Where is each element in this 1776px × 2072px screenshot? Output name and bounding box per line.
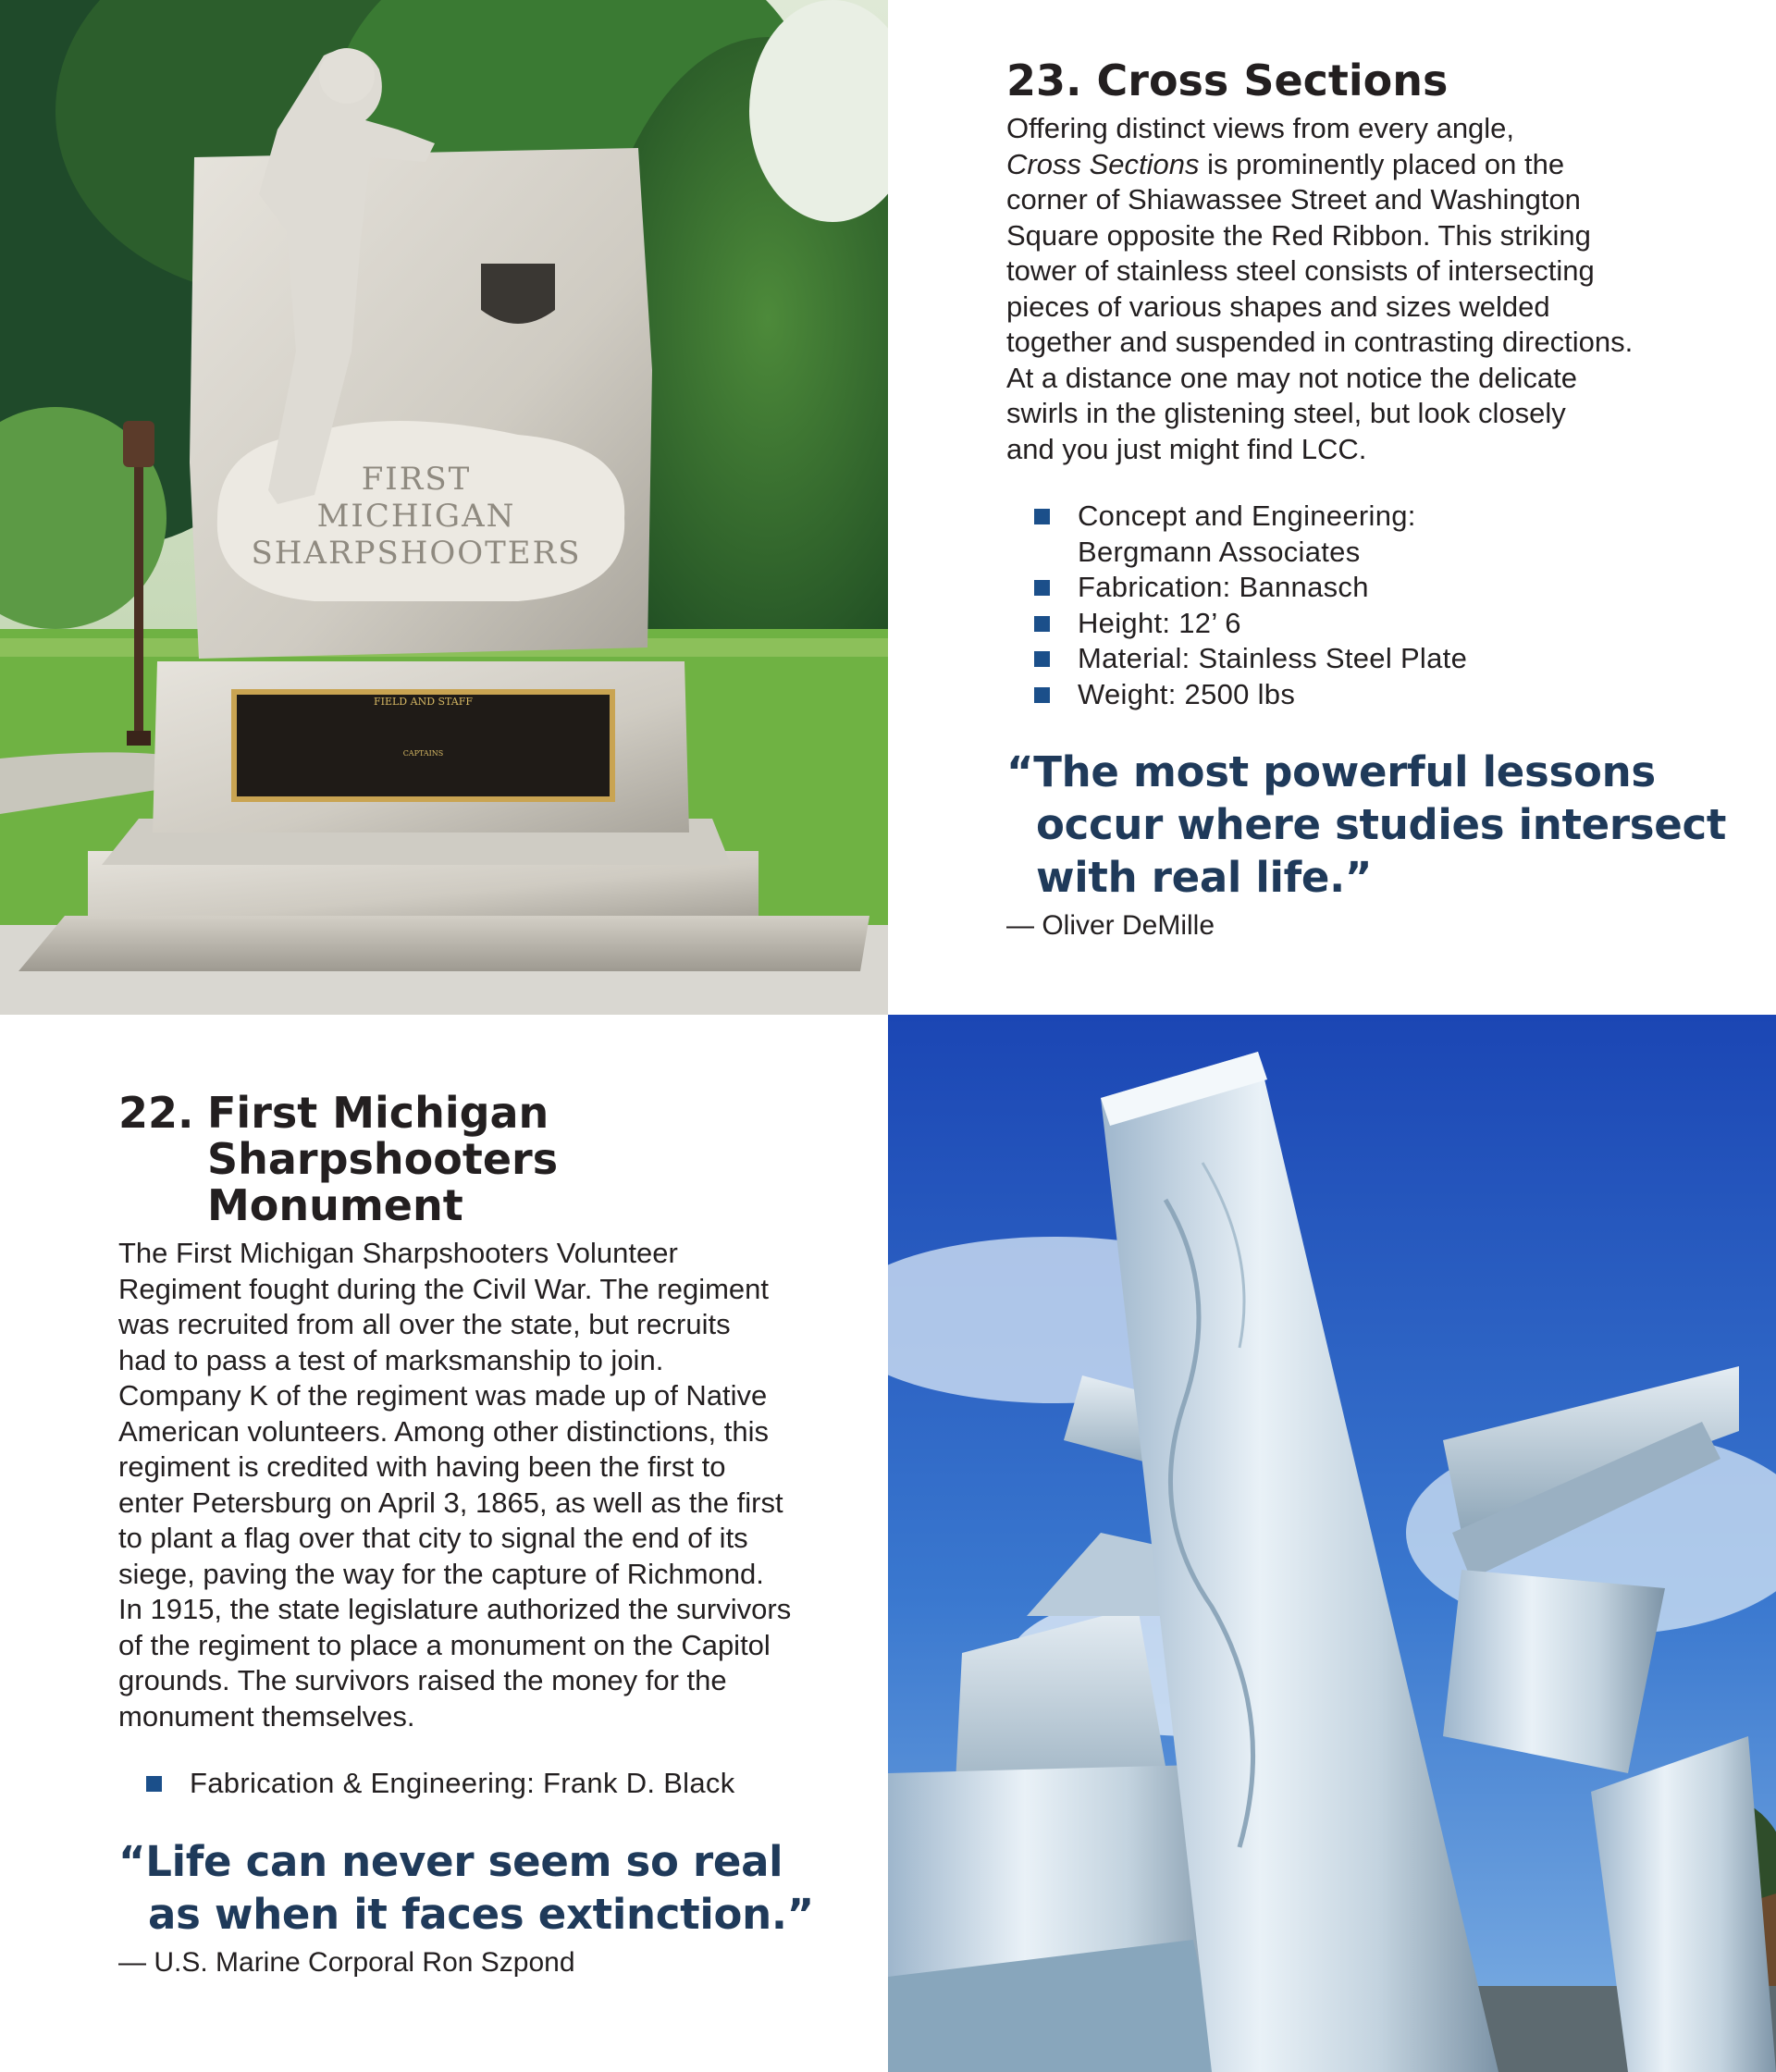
body-line: At a distance one may not notice the delicate	[1006, 361, 1577, 394]
list-item-text: Fabrication & Engineering: Frank D. Black	[190, 1767, 735, 1799]
pull-quote	[118, 1835, 840, 1941]
quote-line: with real life.”	[1036, 853, 1373, 902]
body-line: was recruited from all over the state, but recruits	[118, 1308, 731, 1340]
list-item-text: Weight: 2500 lbs	[1078, 677, 1296, 710]
section-number: 22.	[118, 1088, 194, 1138]
inscription-line: FIRST	[361, 461, 472, 498]
body-line: of the regiment to place a monument on the Capitol	[118, 1628, 771, 1661]
list-item	[1034, 641, 1746, 677]
body-line: American volunteers. Among other distinctions, this	[118, 1414, 770, 1448]
body-line: siege, paving the way for the capture of Richmond.	[118, 1557, 764, 1590]
body-line: Company K of the regiment was made up of Native	[118, 1379, 768, 1412]
bullet-square-icon	[1034, 687, 1050, 703]
body-line: swirls in the glistening steel, but look closely	[1006, 397, 1566, 429]
quote-attribution: — U.S. Marine Corporal Ron Szpond	[118, 1946, 575, 1978]
body-line: corner of Shiawassee Street and Washington	[1006, 183, 1581, 216]
list-item	[1034, 606, 1746, 642]
body-line: tower of stainless steel consists of intersecting	[1006, 254, 1595, 287]
cross-sections-photo	[888, 1015, 1776, 2072]
body-line: grounds. The survivors raised the money for the	[118, 1664, 727, 1696]
quote-line: occur where studies intersect	[1036, 800, 1727, 849]
body-line: Square opposite the Red Ribbon. This striking	[1006, 218, 1591, 252]
body-line: is prominently placed on the	[1199, 147, 1565, 180]
facts-list	[118, 1766, 840, 1802]
title-line: Sharpshooters	[207, 1134, 559, 1184]
bullet-square-icon	[1034, 580, 1050, 596]
list-item	[146, 1766, 840, 1802]
section-heading	[118, 1090, 840, 1228]
body-line: Offering distinct views from every angle,	[1006, 112, 1515, 144]
body-line: had to pass a test of marksmanship to join.	[118, 1343, 664, 1376]
body-line: monument themselves.	[118, 1699, 415, 1733]
body-line: Regiment fought during the Civil War. The regiment	[118, 1272, 770, 1305]
plaque-subtitle: CAPTAINS	[402, 749, 444, 758]
list-item	[1034, 570, 1746, 606]
title-line: First Michigan	[207, 1088, 549, 1138]
body-line: to plant a flag over that city to signal the end of its	[118, 1522, 748, 1554]
plaque-title: FIELD AND STAFF	[374, 696, 473, 708]
inscription-line: SHARPSHOOTERS	[251, 535, 582, 572]
artwork-title: Cross Sections	[1006, 147, 1200, 180]
quote-line: “Life can never seem so real	[118, 1836, 783, 1886]
list-item	[1034, 499, 1448, 570]
body-line: and you just might find LCC.	[1006, 432, 1367, 465]
list-item	[1034, 677, 1746, 713]
section-body	[118, 1236, 840, 1734]
list-item-text: Material: Stainless Steel Plate	[1078, 642, 1468, 674]
quote-line: as when it faces extinction.”	[148, 1889, 814, 1939]
bullet-square-icon	[146, 1776, 162, 1792]
body-line: The First Michigan Sharpshooters Volunteer	[118, 1237, 678, 1269]
title-line: Monument	[207, 1180, 463, 1230]
body-line: In 1915, the state legislature authorized the survivors	[118, 1593, 792, 1625]
bullet-square-icon	[1034, 651, 1050, 667]
body-line: pieces of various shapes and sizes welded	[1006, 290, 1550, 323]
bullet-square-icon	[1034, 616, 1050, 632]
monument-photo	[0, 0, 888, 1015]
body-line: enter Petersburg on April 3, 1865, as well as the first	[118, 1486, 783, 1519]
body-line: regiment is credited with having been the first to	[118, 1450, 726, 1483]
quote-attribution: — Oliver DeMille	[1006, 910, 1215, 941]
body-line: together and suspended in contrasting directions.	[1006, 326, 1634, 358]
section-cross-sections	[1006, 57, 1746, 943]
section-title	[207, 1090, 840, 1228]
section-heading: 23. Cross Sections	[1006, 56, 1449, 105]
section-body	[1006, 111, 1746, 467]
list-item-text: Fabrication: Bannasch	[1078, 571, 1369, 603]
list-item-text: Height: 12’ 6	[1078, 606, 1241, 639]
quote-line: “The most powerful lessons	[1006, 747, 1656, 796]
list-item-text: Concept and Engineering: Bergmann Associates	[1078, 500, 1416, 568]
monument-inscription	[251, 461, 582, 572]
pull-quote	[1006, 746, 1746, 904]
inscription-line: MICHIGAN	[316, 498, 516, 535]
section-sharpshooters	[118, 1090, 840, 1980]
bullet-square-icon	[1034, 509, 1050, 524]
facts-list	[1006, 499, 1746, 712]
